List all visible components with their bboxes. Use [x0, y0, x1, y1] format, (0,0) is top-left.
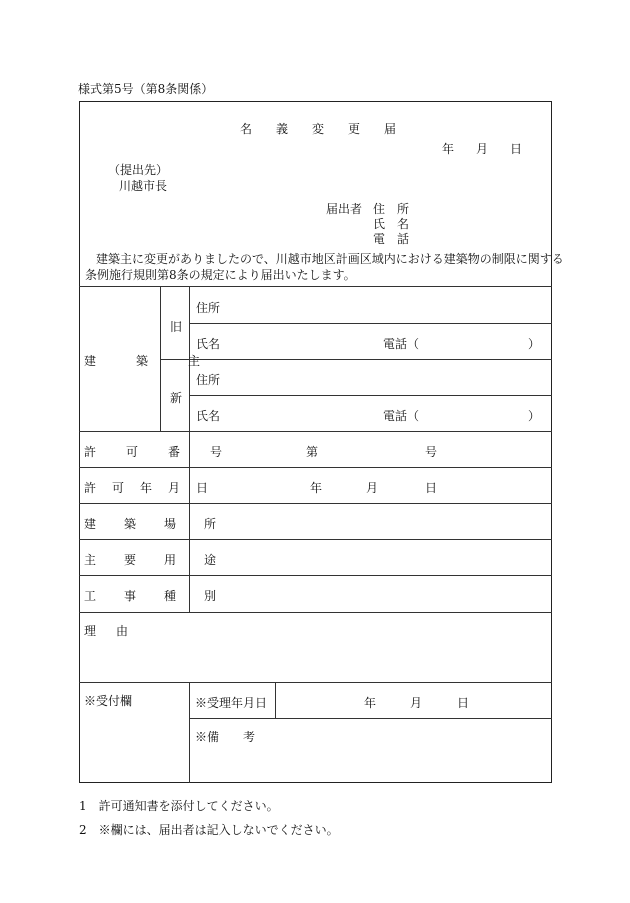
reception-label: ※受付欄 — [84, 694, 133, 708]
received-year: 年 — [364, 696, 377, 710]
permit-month: 月 — [366, 481, 379, 495]
applicant-phone-label: 電 話 — [373, 232, 410, 246]
table-divider — [79, 612, 552, 613]
use-label: 主 要 用 途 — [84, 553, 225, 567]
permit-number-suffix: 号 — [425, 445, 438, 459]
remarks-label: ※備 考 — [195, 730, 256, 744]
received-date-label: ※受理年月日 — [195, 696, 268, 710]
table-divider — [79, 575, 552, 576]
table-divider — [79, 431, 552, 432]
permit-year: 年 — [310, 481, 323, 495]
site-label: 建 築 場 所 — [84, 517, 225, 531]
table-divider — [189, 718, 552, 719]
date-line: 年 月 日 — [442, 142, 523, 156]
permit-number-prefix: 第 — [306, 445, 319, 459]
form-title: 名義変更届 — [240, 122, 421, 136]
new-name-label: 氏名 — [196, 409, 221, 423]
old-phone-label: 電話（ — [383, 337, 420, 351]
permit-day: 日 — [425, 481, 438, 495]
table-divider — [189, 323, 552, 324]
received-month: 月 — [410, 696, 423, 710]
new-owner-label: 新 — [170, 391, 183, 405]
reason-label: 理 由 — [84, 624, 133, 638]
new-address-label: 住所 — [196, 373, 221, 387]
old-owner-label: 旧 — [170, 320, 183, 334]
body-text-line1: 建築主に変更がありましたので、川越市地区計画区域内における建築物の制限に関する — [96, 252, 564, 266]
table-divider — [79, 539, 552, 540]
permit-date-label: 許 可 年 月 日 — [84, 481, 211, 495]
table-divider — [160, 359, 552, 360]
old-address-label: 住所 — [196, 301, 221, 315]
table-divider — [189, 395, 552, 396]
table-divider — [275, 682, 276, 718]
body-text-line2: 条例施行規則第8条の規定により届出いたします。 — [85, 268, 356, 282]
received-day: 日 — [457, 696, 470, 710]
applicant-address-label: 住 所 — [373, 202, 410, 216]
old-phone-close: ） — [528, 337, 541, 351]
submit-to-label: （提出先） — [108, 163, 169, 177]
table-divider — [79, 682, 552, 683]
table-divider — [79, 503, 552, 504]
owner-label: 建 築 主 — [84, 354, 215, 368]
table-divider — [189, 682, 190, 783]
form-table — [79, 101, 552, 783]
note-1: 1 許可通知書を添付してください。 — [79, 799, 279, 813]
permit-number-label: 許 可 番 号 — [84, 445, 232, 459]
old-name-label: 氏名 — [196, 337, 221, 351]
table-divider — [79, 286, 552, 287]
applicant-name-label: 氏 名 — [373, 217, 410, 231]
new-phone-close: ） — [528, 409, 541, 423]
table-divider — [79, 467, 552, 468]
new-phone-label: 電話（ — [383, 409, 420, 423]
form-number: 様式第5号（第8条関係） — [78, 82, 214, 96]
submit-to-name: 川越市長 — [119, 179, 168, 193]
note-2: 2 ※欄には、届出者は記入しないでください。 — [79, 823, 339, 837]
work-type-label: 工 事 種 別 — [84, 589, 225, 603]
applicant-label: 届出者 — [326, 202, 363, 216]
